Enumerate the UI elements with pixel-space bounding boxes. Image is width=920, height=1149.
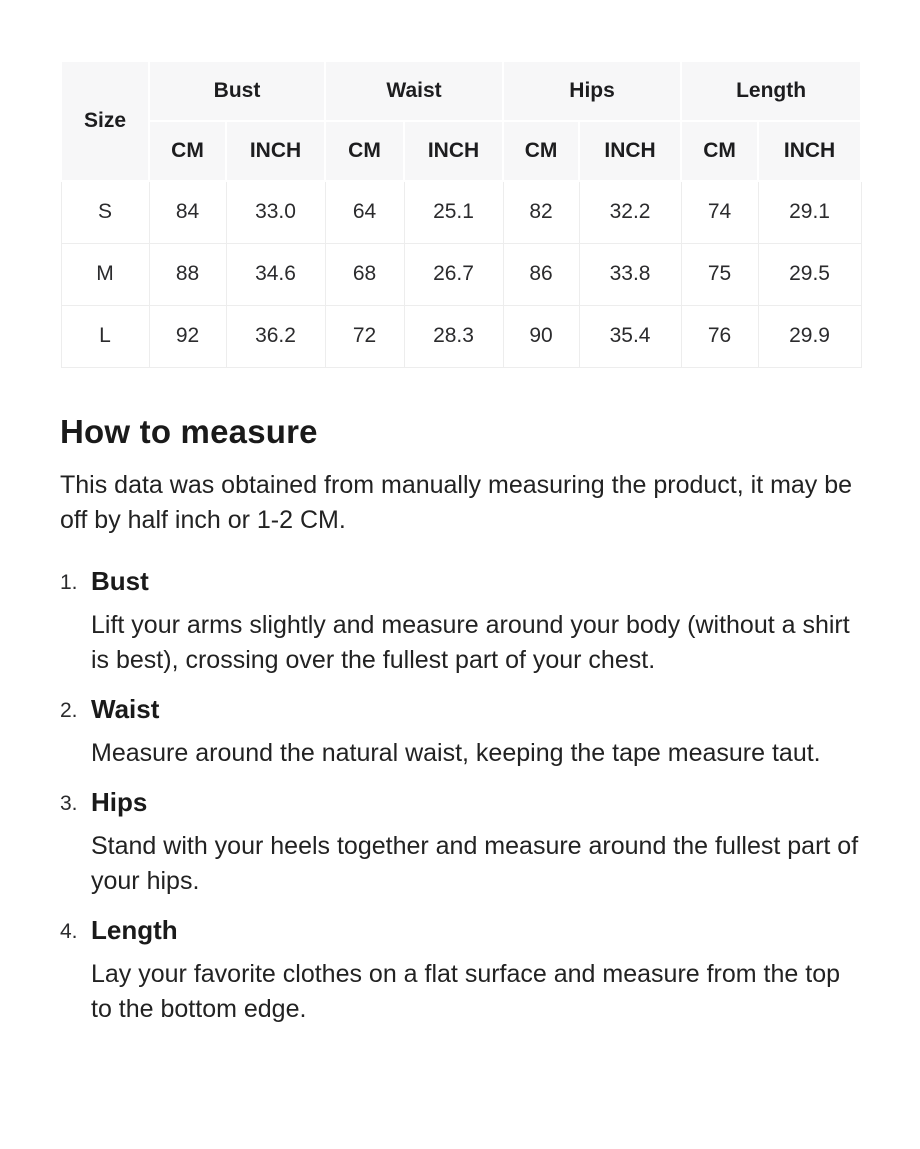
col-header-length: Length (681, 61, 861, 121)
step-number: 2. (60, 698, 78, 722)
measurement-cell: 88 (149, 243, 226, 305)
step-body (91, 787, 860, 899)
step-title: Waist (91, 693, 160, 724)
measurement-cell: 74 (681, 181, 758, 243)
step-description: Lift your arms slightly and measure around your body (without a shirt is best), crossing over the fullest part of your chest. (91, 610, 850, 674)
measurement-cell: 29.9 (758, 305, 861, 367)
step-description: Lay your favorite clothes on a flat surface and measure from the top to the bottom edge. (91, 959, 841, 1023)
table-header-row-units (61, 121, 861, 181)
measurement-cell: 72 (325, 305, 404, 367)
step-body (91, 915, 860, 1027)
measurement-cell: 82 (503, 181, 579, 243)
unit-header-hips-cm: CM (503, 121, 579, 181)
measurement-cell: 36.2 (226, 305, 325, 367)
step-title: Length (91, 914, 178, 945)
size-cell: S (61, 181, 149, 243)
size-cell: L (61, 305, 149, 367)
size-chart-table (60, 60, 862, 368)
measurement-cell: 32.2 (579, 181, 681, 243)
step-description: Stand with your heels together and measure around the fullest part of your hips. (91, 831, 859, 895)
table-row-size-m (61, 243, 861, 305)
step-body (91, 566, 860, 678)
unit-header-length-cm: CM (681, 121, 758, 181)
measurement-cell: 92 (149, 305, 226, 367)
measurement-cell: 25.1 (404, 181, 503, 243)
step-title: Bust (91, 565, 149, 596)
table-row-size-l (61, 305, 861, 367)
step-item-hips (60, 787, 860, 899)
col-header-size: Size (61, 61, 149, 181)
step-body (91, 694, 860, 771)
col-header-waist: Waist (325, 61, 503, 121)
measurement-cell: 33.8 (579, 243, 681, 305)
unit-header-bust-inch: INCH (226, 121, 325, 181)
unit-header-length-inch: INCH (758, 121, 861, 181)
measurement-cell: 29.5 (758, 243, 861, 305)
step-number: 1. (60, 570, 78, 594)
col-header-bust: Bust (149, 61, 325, 121)
measurement-cell: 29.1 (758, 181, 861, 243)
how-to-measure-heading: How to measure (60, 412, 318, 450)
table-header-row-groups (61, 61, 861, 121)
step-title: Hips (91, 786, 148, 817)
measurement-cell: 26.7 (404, 243, 503, 305)
intro-paragraph: This data was obtained from manually measuring the product, it may be off by half inch or 1-2 CM. (60, 470, 853, 534)
step-description: Measure around the natural waist, keeping the tape measure taut. (91, 738, 821, 767)
measurement-cell: 64 (325, 181, 404, 243)
measurement-cell: 76 (681, 305, 758, 367)
size-cell: M (61, 243, 149, 305)
measurement-cell: 28.3 (404, 305, 503, 367)
measurement-cell: 86 (503, 243, 579, 305)
measurement-cell: 33.0 (226, 181, 325, 243)
measurement-cell: 68 (325, 243, 404, 305)
measurement-cell: 35.4 (579, 305, 681, 367)
step-item-length (60, 915, 860, 1027)
step-number: 4. (60, 919, 78, 943)
unit-header-bust-cm: CM (149, 121, 226, 181)
col-header-hips: Hips (503, 61, 681, 121)
measurement-cell: 84 (149, 181, 226, 243)
step-number: 3. (60, 791, 78, 815)
measurement-cell: 90 (503, 305, 579, 367)
unit-header-waist-inch: INCH (404, 121, 503, 181)
unit-header-waist-cm: CM (325, 121, 404, 181)
table-row-size-s (61, 181, 861, 243)
measurement-cell: 75 (681, 243, 758, 305)
unit-header-hips-inch: INCH (579, 121, 681, 181)
step-item-waist (60, 694, 860, 771)
measure-steps-list (60, 566, 860, 1027)
measurement-cell: 34.6 (226, 243, 325, 305)
step-item-bust (60, 566, 860, 678)
